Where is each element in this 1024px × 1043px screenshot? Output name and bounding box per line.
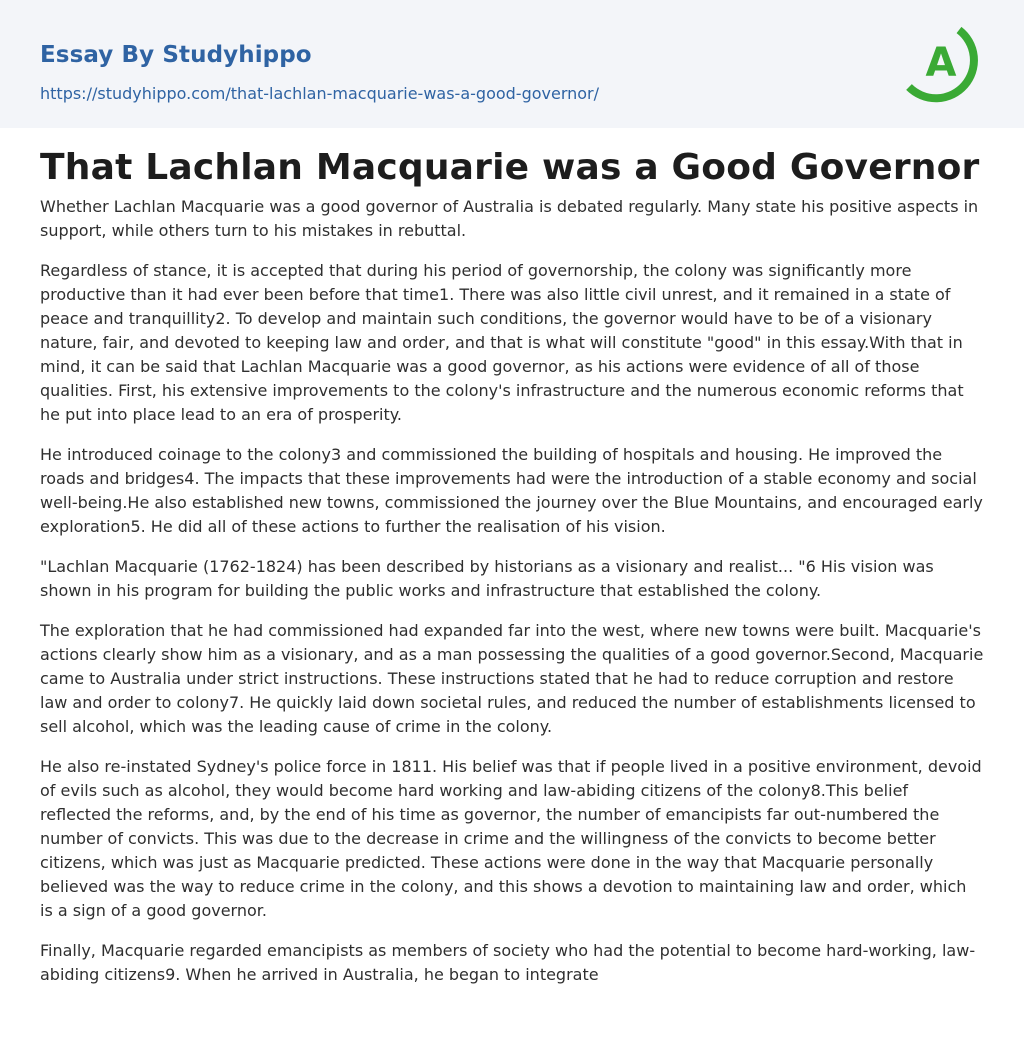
- logo-letter: A: [925, 40, 957, 86]
- essay-url-link[interactable]: https://studyhippo.com/that-lachlan-macquarie-was-a-good-governor/: [40, 84, 600, 103]
- article-title: That Lachlan Macquarie was a Good Governor: [40, 147, 980, 188]
- site-header: [0, 0, 1024, 128]
- article-paragraph: "Lachlan Macquarie (1762-1824) has been described by historians as a visionary and realist... "6 His vision was shown in his program for building the public works and infrastructure that established the colony.: [40, 557, 934, 600]
- article-paragraph: The exploration that he had commissioned had expanded far into the west, where new towns were built. Macquarie's actions clearly show him as a visionary, and as a man possessing the qualities of a good governor.Second, Macquarie came to Australia under strict instructions. These instructions stated that he had to reduce corruption and restore law and order to colony7. He quickly laid down societal rules, and reduced the number of establishments licensed to sell alcohol, which was the leading cause of crime in the colony.: [40, 621, 984, 736]
- article-paragraph: Regardless of stance, it is accepted that during his period of governorship, the colony was significantly more productive than it had ever been before that time1. There was also little civil unrest, and it remained in a state of peace and tranquillity2. To develop and maintain such conditions, the governor would have to be of a visionary nature, fair, and devoted to keeping law and order, and that is what will constitute "good" in this essay.With that in mind, it can be said that Lachlan Macquarie was a good governor, as his actions were evidence of all of those qualities. First, his extensive improvements to the colony's infrastructure and the numerous economic reforms that he put into place lead to an era of prosperity.: [40, 261, 964, 424]
- article-paragraph: Whether Lachlan Macquarie was a good governor of Australia is debated regularly. Many state his positive aspects in support, while others turn to his mistakes in rebuttal.: [40, 197, 979, 240]
- site-brand[interactable]: Essay By Studyhippo: [40, 42, 312, 68]
- article-paragraph: He introduced coinage to the colony3 and commissioned the building of hospitals and housing. He improved the roads and bridges4. The impacts that these improvements had were the introduction of a stable economy and social well-being.He also established new towns, commissioned the journey over the Blue Mountains, and encouraged early exploration5. He did all of these actions to further the realisation of his vision.: [40, 445, 983, 536]
- article-paragraph: Finally, Macquarie regarded emancipists as members of society who had the potential to become hard-working, law-abiding citizens9. When he arrived in Australia, he began to integrate: [40, 941, 976, 984]
- article-content: [0, 128, 1024, 987]
- article-paragraph: He also re-instated Sydney's police force in 1811. His belief was that if people lived in a positive environment, devoid of evils such as alcohol, they would become hard working and law-abiding citizens of the colony8.This belief reflected the reforms, and, by the end of his time as governor, the number of emancipists far out-numbered the number of convicts. This was due to the decrease in crime and the willingness of the convicts to become better citizens, which was just as Macquarie predicted. These actions were done in the way that Macquarie personally believed was the way to reduce crime in the colony, and this shows a devotion to maintaining law and order, which is a sign of a good governor.: [40, 757, 982, 920]
- studyhippo-logo-icon[interactable]: [897, 19, 985, 107]
